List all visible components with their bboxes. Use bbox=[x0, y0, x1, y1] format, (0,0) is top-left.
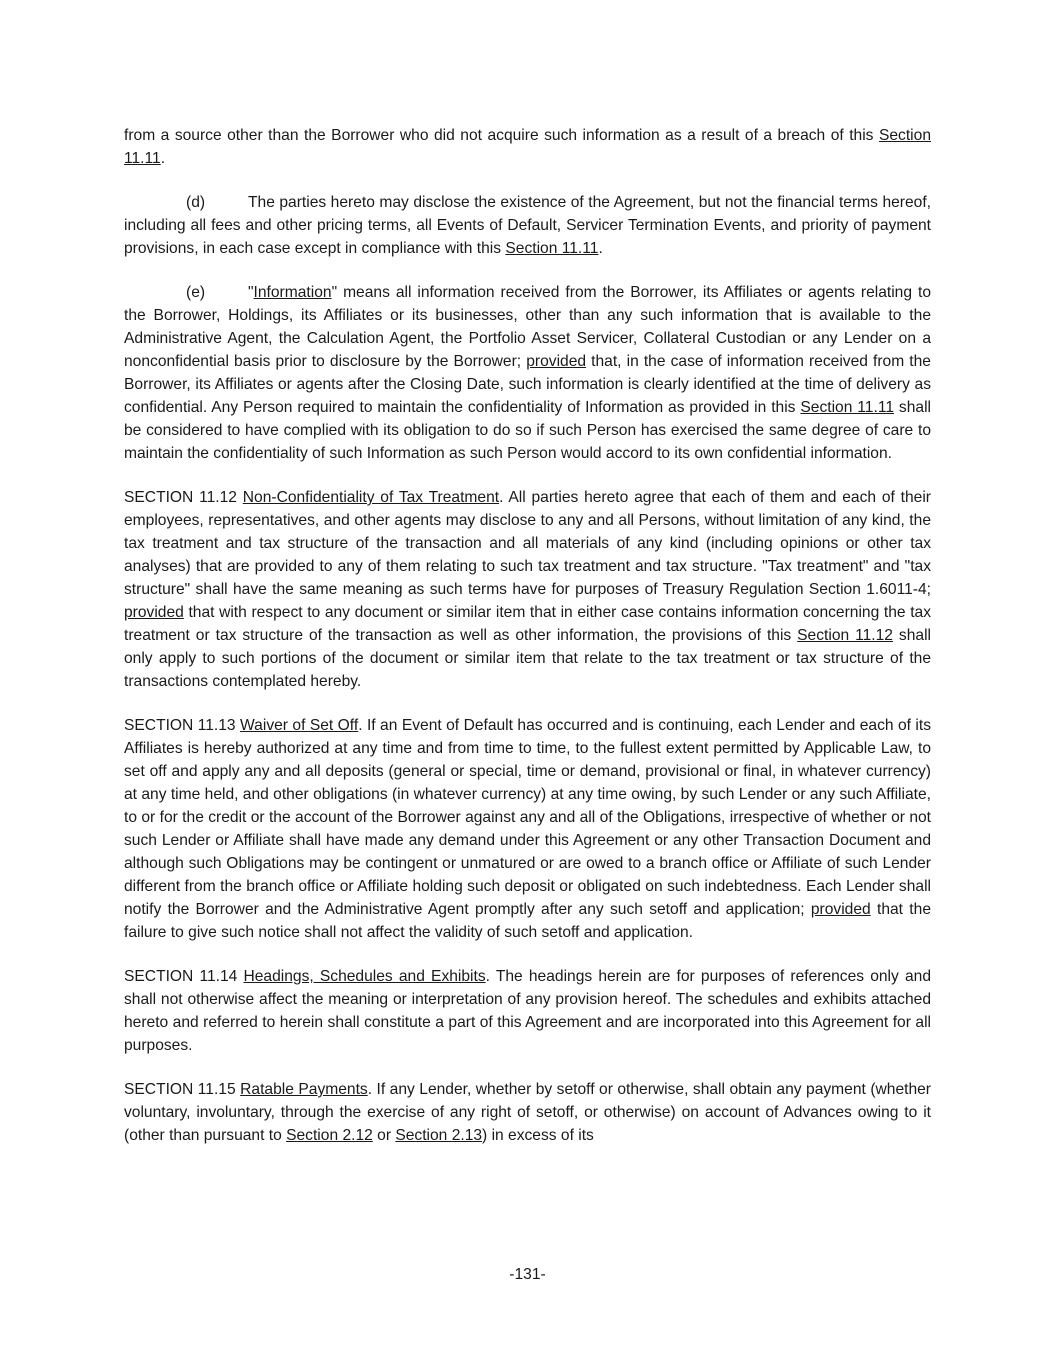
section-11-15 bbox=[124, 1078, 931, 1147]
section-heading: Headings, Schedules and Exhibits bbox=[243, 968, 486, 985]
paragraph-continuation bbox=[124, 124, 931, 170]
text: . All parties hereto agree that each of them and each of their employees, representatives, and other agents may disclose to any and all Persons, without limitation of any kind, the tax treatment and tax structure of the transaction and all materials of any kind (including opinions or other tax analyses) that are provided to any of them relating to such tax treatment and tax structure. "Tax treatment" and "tax structure" shall have the same meaning as such terms have for purposes of Treasury Regulation Section 1.6011-4; bbox=[124, 489, 931, 598]
provided-term: provided bbox=[124, 604, 184, 621]
text: . If any Lender, whether by setoff or otherwise, shall obtain any payment (whether voluntary, involuntary, through the exercise of any right of setoff, or otherwise) on account of Advances owing to it (other than pursuant to bbox=[124, 1081, 931, 1144]
section-number: SECTION 11.15 bbox=[124, 1081, 241, 1098]
text: that with respect to any document or similar item that in either case contains information concerning the tax treatment or tax structure of the transaction as well as other information, the provisions of this bbox=[124, 604, 931, 644]
text: that, in the case of information received from the Borrower, its Affiliates or agents after the Closing Date, such information is clearly identified at the time of delivery as confidential. Any Person required to maintain the confidentiality of Information as provided in this bbox=[124, 353, 931, 416]
paragraph-label: (d) bbox=[186, 194, 206, 211]
text: . bbox=[160, 150, 166, 167]
provided-term: provided bbox=[810, 901, 871, 918]
text: . bbox=[598, 240, 603, 257]
text: shall be considered to have complied with its obligation to do so if such Person has exercised the same degree of care to maintain the confidentiality of such Information as such Person would accord to its own confidential information. bbox=[124, 399, 931, 462]
text: . If an Event of Default has occurred and is continuing, each Lender and each of its Affiliates is hereby authorized at any time and from time to time, to the fullest extent permitted by Applicable Law, to set off and apply any and all deposits (general or special, time or demand, provisional or final, in whatever currency) at any time held, and other obligations (in whatever currency) at any time owing, by such Lender or any such Affiliate, to or for the credit or the account of the Borrower against any and all of the Obligations, irrespective of whether or not such Lender or Affiliate shall have made any demand under this Agreement or any other Transaction Document and although such Obligations may be contingent or unmatured or are owed to a branch office or Affiliate of such Lender different from the branch office or Affiliate holding such deposit or obligated on such indebtedness. Each Lender shall notify the Borrower and the Administrative Agent promptly after any such setoff and application; bbox=[124, 717, 932, 918]
section-reference: Section 2.13 bbox=[395, 1127, 483, 1144]
text: The parties hereto may disclose the existence of the Agreement, but not the financial terms hereof, including all fees and other pricing terms, all Events of Default, Servicer Termination Events, and priority of payment provisions, in each case except in compliance with this bbox=[124, 194, 931, 257]
text: " means all information received from the Borrower, its Affiliates or agents relating to the Borrower, Holdings, its Affiliates or its businesses, other than any such information that is available to the Administrative Agent, the Calculation Agent, the Portfolio Asset Servicer, Collateral Custodian or any Lender on a nonconfidential basis prior to disclosure by the Borrower; bbox=[124, 284, 931, 370]
section-11-14 bbox=[124, 965, 931, 1057]
defined-term: Information bbox=[253, 284, 332, 301]
section-heading: Waiver of Set Off bbox=[240, 717, 359, 734]
section-number: SECTION 11.13 bbox=[124, 717, 241, 734]
text: shall only apply to such portions of the document or similar item that relate to the tax treatment or tax structure of the transactions contemplated hereby. bbox=[124, 627, 931, 690]
section-reference: Section 11.12 bbox=[797, 627, 893, 644]
text: " bbox=[248, 284, 254, 301]
page-number: -131- bbox=[509, 1266, 546, 1283]
section-number: SECTION 11.12 bbox=[124, 489, 243, 506]
text: that the failure to give such notice shall not affect the validity of such setoff and application. bbox=[124, 901, 931, 941]
section-11-12 bbox=[124, 486, 931, 693]
text: or bbox=[372, 1127, 396, 1144]
provided-term: provided bbox=[526, 353, 587, 370]
section-reference: Section 2.12 bbox=[286, 1127, 373, 1144]
section-reference: Section 11.11 bbox=[505, 240, 599, 257]
section-reference: Section 11.11 bbox=[800, 399, 895, 416]
section-reference: Section 11.11 bbox=[124, 127, 931, 167]
paragraph-d bbox=[124, 191, 931, 260]
text: from a source other than the Borrower who did not acquire such information as a result of a breach of this bbox=[124, 127, 879, 144]
section-number: SECTION 11.14 bbox=[124, 968, 244, 985]
text: ) in excess of its bbox=[482, 1127, 594, 1144]
document-page bbox=[124, 124, 931, 1168]
text: . The headings herein are for purposes of references only and shall not otherwise affect the meaning or interpretation of any provision hereof. The schedules and exhibits attached hereto and referred to herein shall constitute a part of this Agreement and are incorporated into this Agreement for all purposes. bbox=[124, 968, 931, 1054]
section-11-13 bbox=[124, 714, 931, 944]
paragraph-label: (e) bbox=[186, 284, 206, 301]
section-heading: Non-Confidentiality of Tax Treatment bbox=[242, 489, 500, 506]
section-heading: Ratable Payments bbox=[240, 1081, 368, 1098]
paragraph-e bbox=[124, 281, 931, 465]
